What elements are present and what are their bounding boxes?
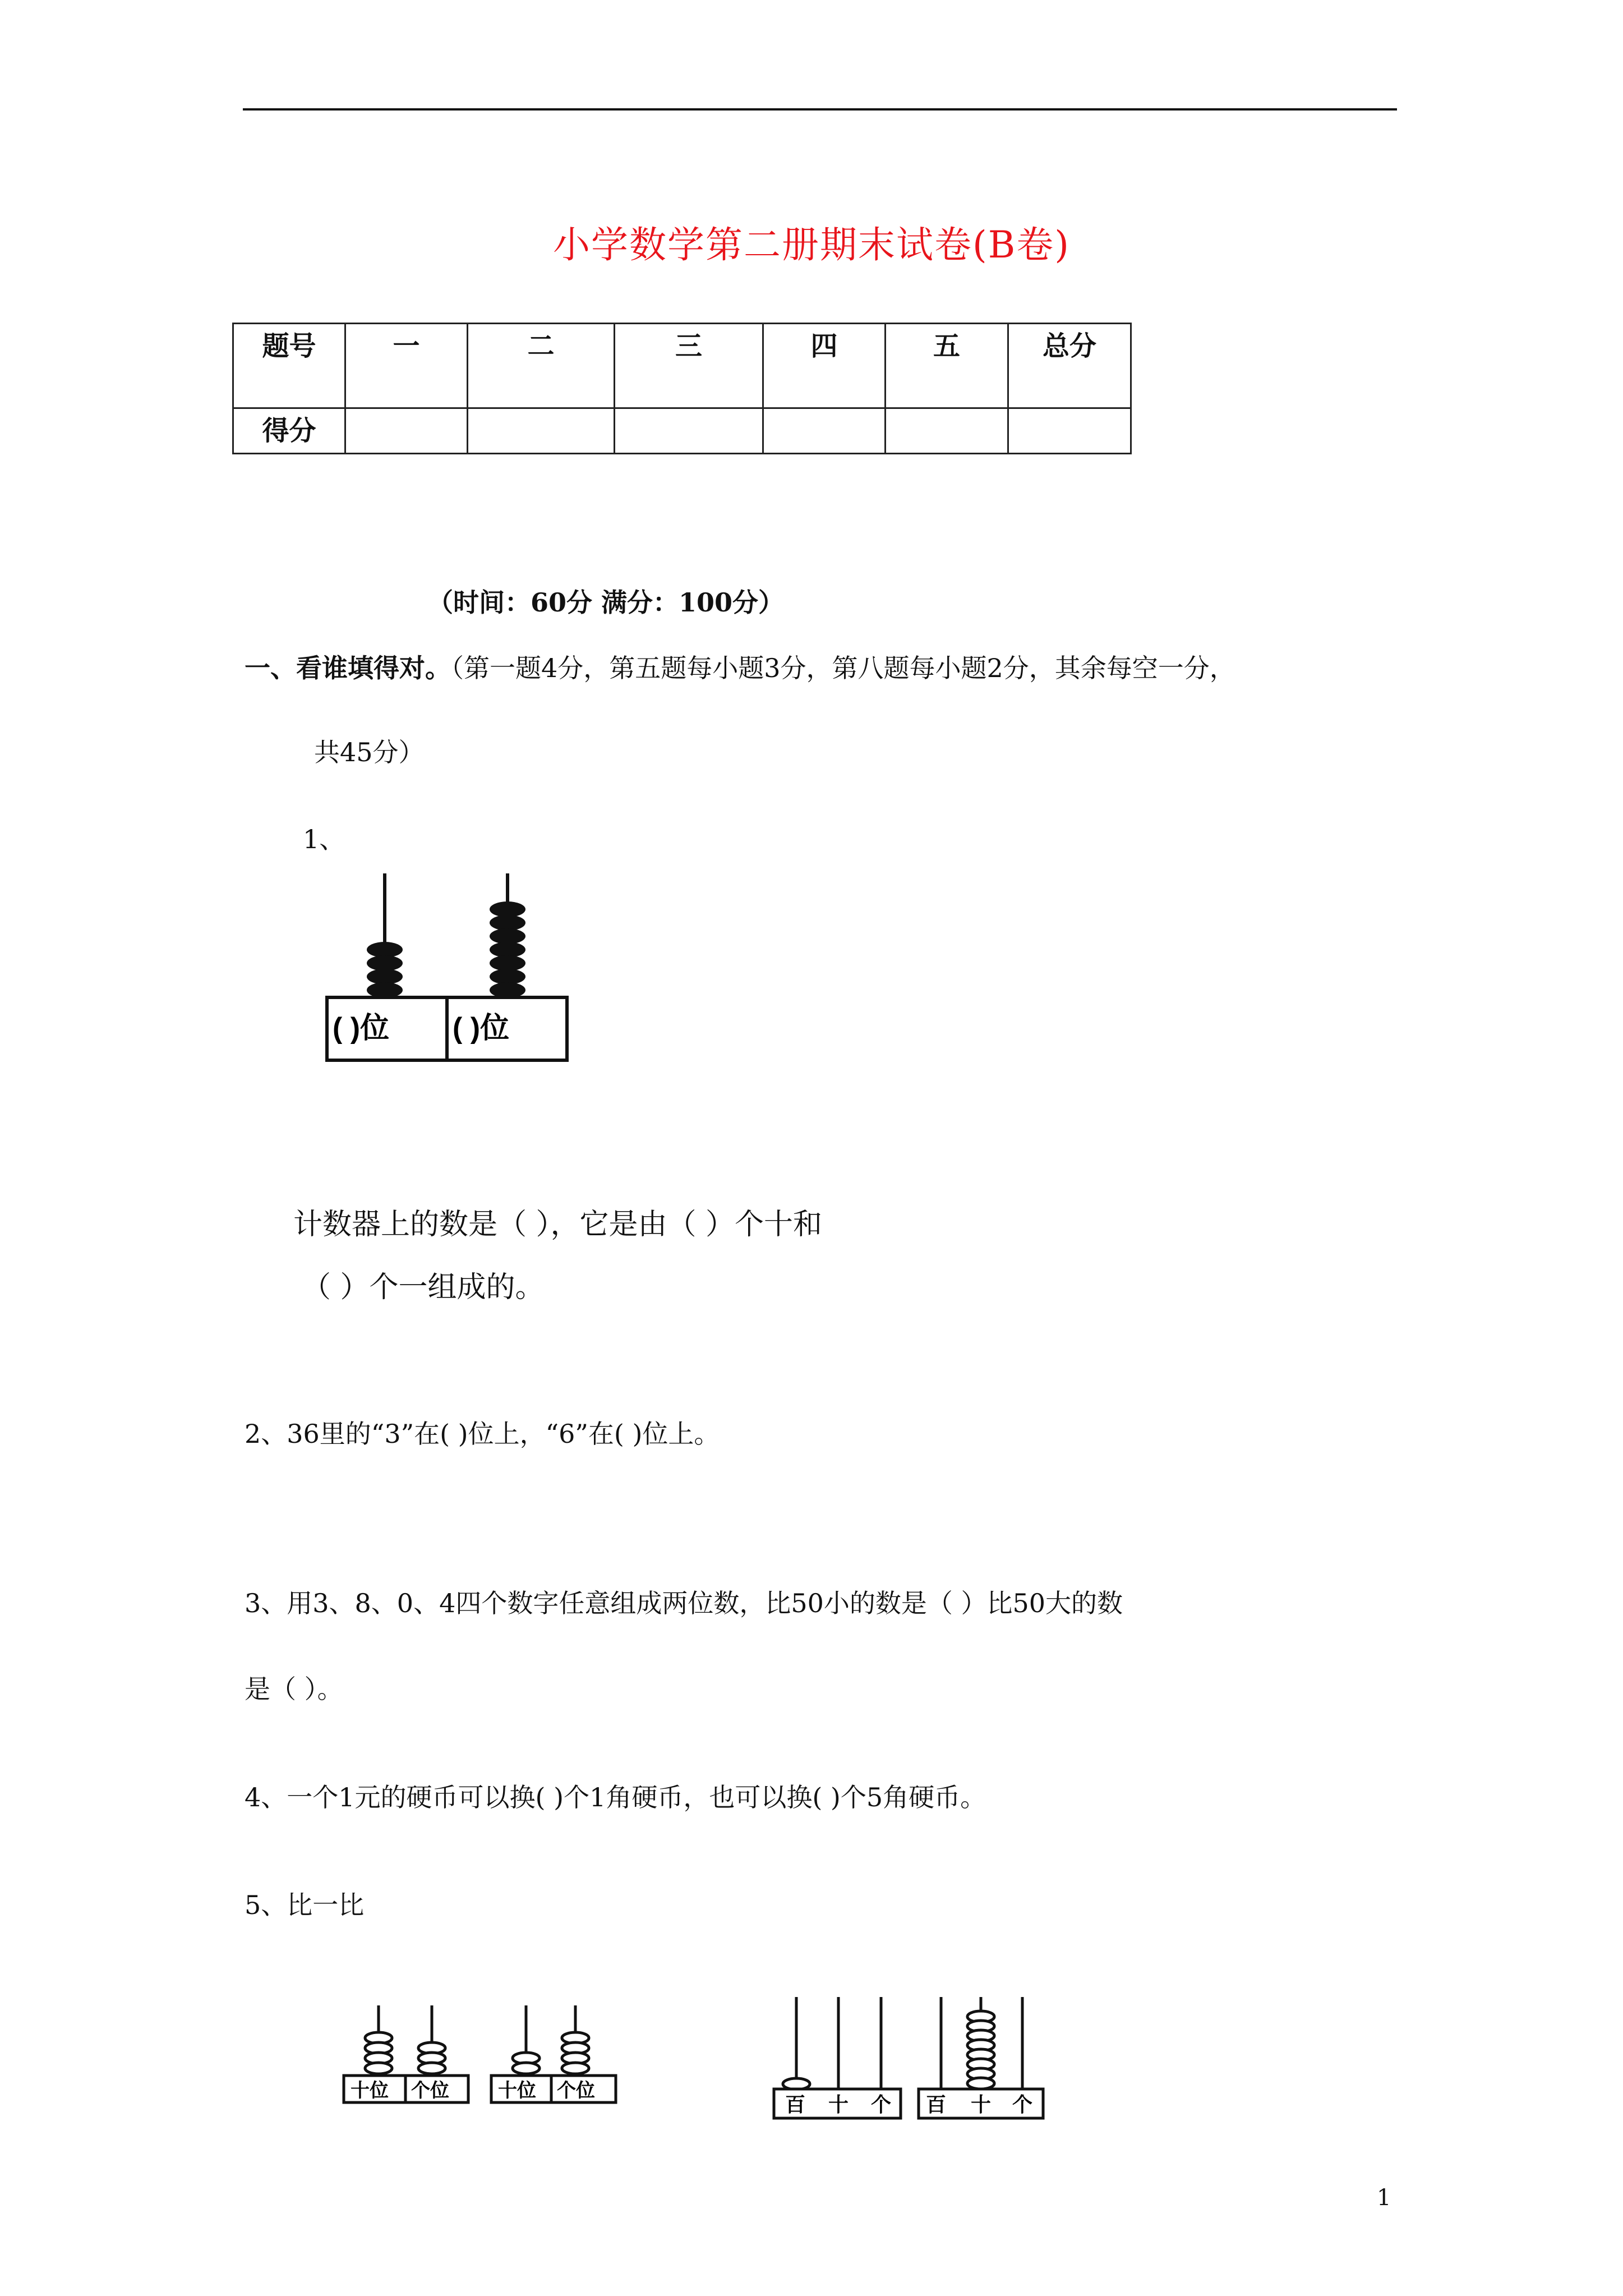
section1-heading-line — [245, 648, 1235, 685]
q5-abacus-b-label-tens: 十位 — [498, 2080, 536, 2101]
score-cell-3[interactable] — [615, 408, 763, 454]
header-rule — [243, 108, 1397, 111]
section1-note-line1: （第一题4分，第五题每小题3分，第八题每小题2分，其余每空一分， — [451, 653, 1235, 683]
q5-abacus-d — [916, 1991, 1050, 2132]
score-row-label: 得分 — [233, 408, 345, 454]
q1-abacus-rod-ones — [490, 873, 525, 998]
section1-heading: 一、看谁填得对。 — [245, 653, 451, 683]
q5-abacus-d-label-hundreds: 百 — [926, 2093, 947, 2116]
score-table-score-row — [233, 408, 1131, 454]
q5-abacus-b-label-ones: 个位 — [557, 2080, 595, 2101]
q5-abacus-a-label-ones: 个位 — [411, 2080, 449, 2101]
score-cell-5[interactable] — [886, 408, 1008, 454]
score-table — [232, 323, 1132, 454]
header-cell-label: 题号 — [233, 324, 345, 408]
q5-abacus-c-label-tens: 十 — [828, 2093, 849, 2116]
q1-line1: 计数器上的数是（ ），它是由（ ）个十和 — [293, 1208, 823, 1241]
header-cell-2: 二 — [468, 324, 615, 408]
header-cell-total: 总分 — [1008, 324, 1131, 408]
q1-number: 1、 — [303, 824, 345, 854]
section1-note-line2: 共45分） — [314, 737, 425, 767]
q5-abacus-c-label-ones: 个 — [871, 2093, 892, 2116]
score-cell-1[interactable] — [345, 408, 468, 454]
exam-info: （时间：60分 满分：100分） — [427, 587, 785, 618]
q1-abacus-label-left: ( )位 — [333, 1012, 390, 1045]
header-cell-3: 三 — [615, 324, 763, 408]
q3-line2: 是（ ）。 — [245, 1674, 343, 1704]
q5-label: 5、比一比 — [245, 1890, 365, 1920]
score-cell-4[interactable] — [763, 408, 886, 454]
q5-abacus-a-label-tens: 十位 — [351, 2080, 389, 2101]
q5-abacus-c — [771, 1991, 906, 2132]
score-table-header-row — [233, 324, 1131, 408]
page-title: 小学数学第二册期末试卷(B卷) — [553, 223, 1070, 266]
q5-abacus-d-label-ones: 个 — [1012, 2093, 1033, 2116]
score-cell-total[interactable] — [1008, 408, 1131, 454]
header-cell-5: 五 — [886, 324, 1008, 408]
q5-abacus-d-label-tens: 十 — [971, 2093, 992, 2116]
q3-line1: 3、用3、8、0、4四个数字任意组成两位数，比50小的数是（ ）比50大的数 — [245, 1588, 1123, 1618]
header-cell-4: 四 — [763, 324, 886, 408]
q5-abacus-a — [339, 1994, 474, 2129]
q1-abacus — [322, 867, 575, 1069]
q5-abacus-b — [487, 1994, 621, 2129]
page-number: 1 — [1377, 2185, 1391, 2211]
q2: 2、36里的“3”在( )位上，“6”在( )位上。 — [245, 1419, 720, 1449]
q1-abacus-label-right: ( )位 — [453, 1012, 510, 1045]
header-cell-1: 一 — [345, 324, 468, 408]
q1-line2: （ ）个一组成的。 — [302, 1271, 545, 1304]
score-cell-2[interactable] — [468, 408, 615, 454]
q1-abacus-rod-tens — [367, 873, 403, 998]
q5-abacus-c-label-hundreds: 百 — [785, 2093, 806, 2116]
q4: 4、一个1元的硬币可以换( )个1角硬币，也可以换( )个5角硬币。 — [245, 1782, 986, 1812]
